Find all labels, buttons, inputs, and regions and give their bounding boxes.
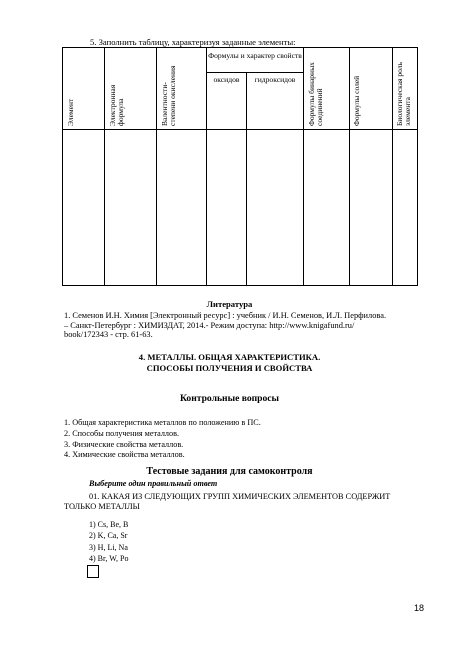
task-title: 5. Заполнить таблицу, характеризуя заданные элементы:	[90, 37, 296, 47]
list-item: 1. Общая характеристика металлов по положению в ПС.	[64, 418, 261, 427]
control-questions-title: Контрольные вопросы	[179, 393, 280, 404]
table-subheader-line	[206, 72, 303, 73]
literature-line: book/172343 - стр. 61-63.	[64, 330, 153, 340]
test-question	[64, 492, 424, 513]
header-salts: Формулы солей	[352, 75, 361, 126]
answer-option: 4) Br, W, Po	[89, 553, 129, 563]
literature-title: Литература	[206, 299, 253, 309]
table-col-divider-2	[156, 47, 157, 286]
table-border-bottom	[62, 285, 418, 286]
header-formulas-group-text: Формулы и характер свойств	[208, 51, 302, 60]
answer-option: 1) Cs, Be, B	[89, 520, 129, 529]
literature-line: 1. Семенов И.Н. Химия [Электронный ресурс] : учебник / И.Н. Семенов, И.Л. Перфилова.	[64, 311, 387, 320]
header-electron-formula	[109, 66, 125, 126]
page-number: 18	[414, 603, 425, 613]
literature-line: – Санкт-Петербург : ХИМИЗДАТ, 2014.- Режим доступа: http://www.knigafund.ru/	[64, 320, 355, 330]
header-electron-formula-text: Электронная формула	[108, 84, 126, 126]
header-hydroxides: гидроксидов	[254, 75, 296, 84]
table-col-divider-5	[303, 47, 304, 286]
literature-body	[64, 311, 414, 340]
section-title	[0, 352, 459, 373]
answer-box[interactable]	[87, 565, 99, 578]
list-item: 2. Способы получения металлов.	[64, 428, 180, 438]
header-binary	[308, 58, 324, 126]
tests-title: Тестовые задания для самоконтроля	[146, 466, 313, 477]
table-col-divider-4	[246, 72, 247, 286]
header-valence-text: Валентности- степени окисления	[160, 65, 178, 126]
section-title-line-2: СПОСОБЫ ПОЛУЧЕНИЯ И СВОЙСТВА	[146, 362, 313, 373]
table-col-divider-6	[349, 47, 350, 286]
answer-options	[89, 519, 128, 564]
table-border-left	[62, 47, 63, 286]
table-header-bottom	[62, 129, 418, 130]
tests-instruction: Выберите один правильный ответ	[89, 479, 218, 488]
header-formulas-group	[207, 51, 303, 60]
section-title-line-1: 4. МЕТАЛЛЫ. ОБЩАЯ ХАРАКТЕРИСТИКА.	[138, 352, 321, 362]
header-oxides: оксидов	[213, 75, 240, 84]
list-item: 3. Физические свойства металлов.	[64, 439, 184, 449]
answer-option: 3) H, Li, Na	[89, 542, 128, 552]
header-biological-text: Биологическая роль элемента	[395, 62, 413, 126]
test-question-line-1: 01. КАКАЯ ИЗ СЛЕДУЮЩИХ ГРУПП ХИМИЧЕСКИХ ЭЛЕМЕНТОВ СОДЕРЖИТ	[89, 492, 391, 501]
control-questions-list	[64, 418, 261, 461]
table-border-right	[417, 47, 418, 286]
table-col-divider-1	[104, 47, 105, 286]
header-element: Элемент	[66, 98, 75, 126]
header-binary-text: Формулы бинарных соединений	[307, 62, 325, 126]
table-border-top	[62, 47, 418, 48]
test-question-line-2: ТОЛЬКО МЕТАЛЛЫ	[64, 502, 140, 512]
table-col-divider-7	[392, 47, 393, 286]
header-valence	[161, 64, 177, 126]
answer-option: 2) K, Ca, Sr	[89, 531, 128, 541]
characteristics-table	[62, 47, 418, 286]
header-biological	[396, 62, 412, 126]
list-item: 4. Химические свойства металлов.	[64, 450, 185, 460]
